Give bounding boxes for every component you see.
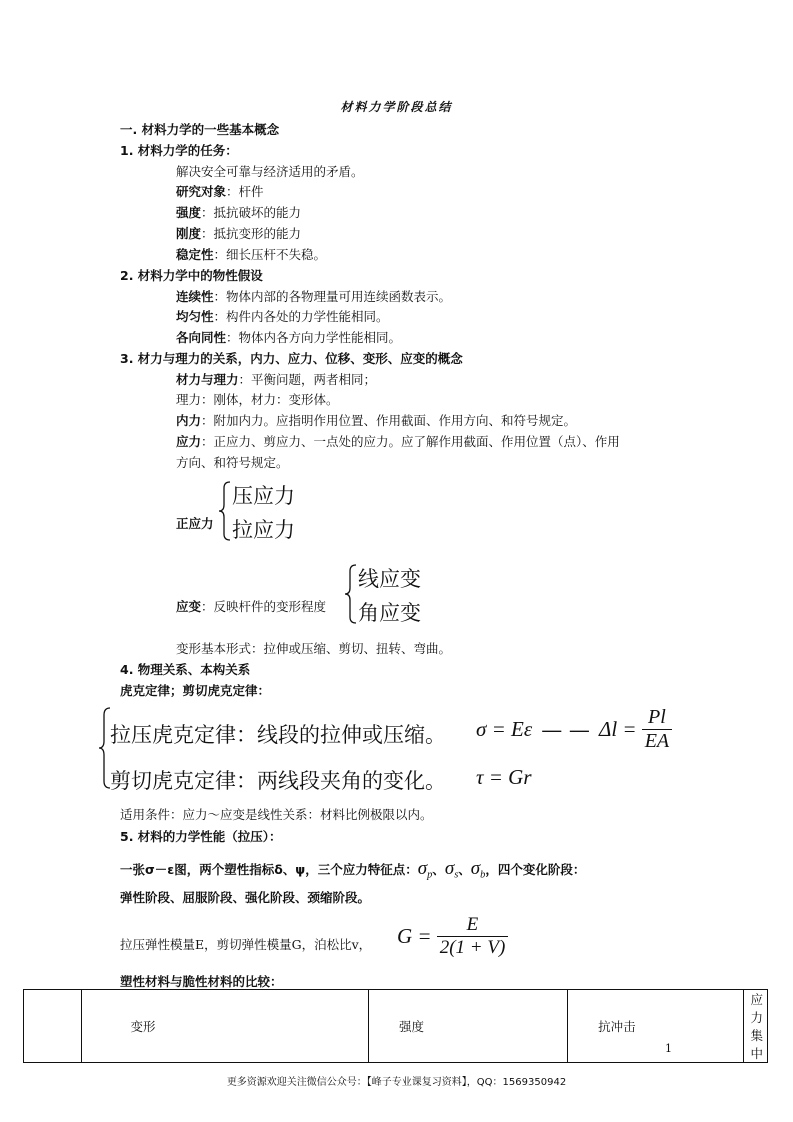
normal-stress-option: 压应力 [232, 484, 295, 508]
stress-line-2: 方向、和符号规定。 [176, 455, 289, 470]
task-text: 解决安全可靠与经济适用的矛盾。 [176, 164, 364, 179]
table-row [24, 990, 768, 1063]
table-header-cell: 抗冲击 [568, 990, 744, 1063]
page-number: 1 [665, 1042, 672, 1055]
moduli-text: 拉压弹性模量E，剪切弹性模量G，泊松比v， [120, 937, 372, 952]
stages-line: 弹性阶段、屈服阶段、强化阶段、颈缩阶段。 [120, 890, 371, 905]
section-1-heading: 一. 材料力学的一些基本概念 [120, 122, 280, 137]
hooke-law-2-formula: τ = Gr [476, 765, 532, 789]
normal-stress-option: 拉应力 [232, 518, 295, 542]
section-5-heading: 5. 材料的力学性能（拉压）： [120, 829, 282, 844]
section-4-heading: 4. 物理关系、本构关系 [120, 662, 251, 677]
relation-line: 材力与理力：平衡问题，两者相同； [176, 372, 377, 387]
strain-option: 角应变 [358, 601, 421, 625]
assumption-item: 各向同性：物体内各方向力学性能相同。 [176, 330, 402, 345]
hooke-law-2-text: 剪切虎克定律：两线段夹角的变化。 [110, 769, 446, 793]
shear-modulus-formula: G = $\frac{E}{2(1 + V)}$ [397, 914, 508, 959]
deformation-forms: 变形基本形式：拉伸或压缩、剪切、扭转、弯曲。 [176, 641, 452, 656]
subsection-3-heading: 3. 材力与理力的关系，内力、应力、位移、变形、应变的概念 [120, 351, 463, 366]
table-header-cell [24, 990, 82, 1063]
normal-stress-label: 正应力 [176, 516, 214, 531]
comparison-table [23, 989, 768, 1063]
table-header-cell: 变形 [82, 990, 369, 1063]
page-title: 材料力学阶段总结 [340, 100, 453, 114]
mechanical-properties-line: 一张σ－ε图，两个塑性指标δ、ψ，三个应力特征点：$\sigma_p$、$\sigma_s$、$\sigma_b$，四个变化阶段： [120, 858, 586, 881]
hooke-law-1-formula: σ = Eε — — Δl = $\frac{Pl}{EA}$ [476, 706, 672, 753]
concept-item: 强度：抵抗破坏的能力 [176, 205, 302, 220]
concept-item: 刚度：抵抗变形的能力 [176, 226, 302, 241]
comparison-title: 塑性材料与脆性材料的比较： [120, 974, 283, 989]
strain-line: 应变：反映杆件的变形程度 [176, 599, 327, 614]
concept-item: 稳定性：细长压杆不失稳。 [176, 247, 327, 262]
assumption-item: 连续性：物体内部的各物理量可用连续函数表示。 [176, 289, 452, 304]
table-header-cell: 强度 [368, 990, 567, 1063]
hooke-title: 虎克定律；剪切虎克定律： [120, 683, 271, 698]
subsection-1-heading: 1. 材料力学的任务： [120, 143, 238, 158]
internal-force-line: 内力：附加内力。应指明作用位置、作用截面、作用方向、和符号规定。 [176, 413, 577, 428]
applicability-condition: 适用条件：应力～应变是线性关系：材料比例极限以内。 [120, 807, 433, 822]
strain-option: 线应变 [358, 567, 421, 591]
assumption-item: 均匀性：构件内各处的力学性能相同。 [176, 309, 389, 324]
brace-icon [344, 563, 358, 625]
hooke-law-1-text: 拉压虎克定律：线段的拉伸或压缩。 [110, 723, 446, 747]
relation-line-2: 理力：刚体，材力：变形体。 [176, 392, 339, 407]
subsection-2-heading: 2. 材料力学中的物性假设 [120, 268, 263, 283]
brace-icon [218, 480, 232, 542]
stress-line: 应力：正应力、剪应力、一点处的应力。应了解作用截面、作用位置（点）、作用 [176, 434, 620, 449]
footer-text: 更多资源欢迎关注微信公众号：【峰子专业课复习资料】，QQ：1569350942 [226, 1077, 567, 1088]
table-header-cell: 应力集中 [744, 990, 768, 1063]
concept-item: 研究对象：杆件 [176, 184, 264, 199]
